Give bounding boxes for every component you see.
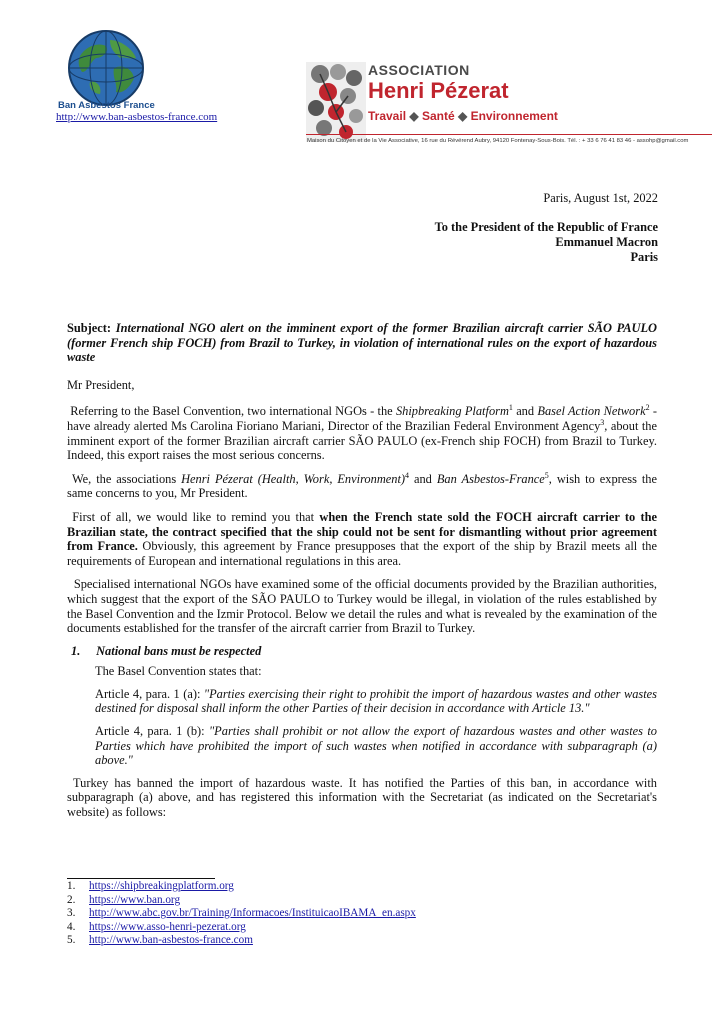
footnote-ref-3[interactable]: 3 (600, 417, 605, 427)
footnote-link-2[interactable]: https://www.ban.org (89, 893, 181, 906)
footnote-item: 2. https://www.ban.org (67, 893, 181, 906)
footnote-link-3[interactable]: http://www.abc.gov.br/Training/Informacoes/InstituicaoIBAMA_en.aspx (89, 907, 416, 919)
bullet-separator-icon: ◆ (457, 109, 468, 123)
footnote-ref-2[interactable]: 2 (645, 403, 650, 413)
footnote-ref-5[interactable]: 5 (544, 470, 549, 480)
footnote-item: 3. http://www.abc.gov.br/Training/Informacoes/InstituicaoIBAMA_en.aspx (67, 907, 416, 919)
ban-asbestos-france-link[interactable]: http://www.ban-asbestos-france.com (56, 111, 218, 123)
paragraph-5: Turkey has banned the import of hazardous waste. It has notified the Parties of this ban, in accordance with subparagraph (a) above, and has registered this information with the Secretariat (as indicated on the Secretariat's website) as follows: (67, 775, 657, 820)
addressee-block (435, 220, 658, 265)
footnote-link-5[interactable]: http://www.ban-asbestos-france.com (89, 934, 253, 946)
section-number: 1. (71, 643, 81, 658)
henri-pezerat-address: Maison du Citoyen et de la Vie Associative, 16 rue du Révérend Aubry, 94120 Fontenay-Sous-Bois. Tél. : + 33 6 76 41 83 46 - assohp@gmail.com (307, 138, 689, 144)
addressee-title: To the President of the Republic of France (434, 220, 658, 234)
association-label: ASSOCIATION (368, 62, 470, 78)
tagline-travail: Travail (368, 109, 407, 123)
footnote-item: 1. https://shipbreakingplatform.org (67, 880, 234, 892)
letter-date: Paris, August 1st, 2022 (543, 191, 658, 205)
header-divider (306, 134, 712, 135)
subject-label: Subject: (67, 321, 112, 335)
tagline-environnement: Environnement (470, 109, 558, 123)
letter-body (67, 321, 657, 820)
section-title: National bans must be respected (96, 643, 262, 658)
footnote-item: 4. https://www.asso-henri-pezerat.org (67, 920, 246, 933)
salutation: Mr President, (67, 377, 135, 392)
paragraph-1: Referring to the Basel Convention, two international NGOs - the Shipbreaking Platform$^1$ and Basel Action Network$^2$ - have already alerted Ms Carolina Fioriano Mariani, Director of the Brazilian Federal Environment Agency$^3$, about the imminent export of the former Brazilian aircraft carrier SÃO PAULO (ex-French ship FOCH) from Brazil to Turkey. Indeed, this export raises the most serious concerns. (67, 403, 657, 463)
bullet-separator-icon: ◆ (409, 109, 419, 123)
article-4b: Article 4, para. 1 (b): "Parties shall prohibit or not allow the export of hazardous wastes and other wastes to Parties which have prohibited the import of such wastes when notified in accordance with subparagraph (a) above." (95, 724, 657, 768)
henri-pezerat-tagline (368, 109, 558, 123)
footnote-link-1[interactable]: https://shipbreakingplatform.org (89, 880, 234, 892)
paragraph-4: Specialised international NGOs have examined some of the official documents provided by the Brazilian authorities, which suggest that the export of the SÃO PAULO to Turkey would be illegal, in violation of the rules established by the Basel Convention and the Izmir Protocol. Below we detail the rules and what is revealed by the examination of the documents established for the transfer of the aircraft carrier from Brazil to Turkey. (67, 577, 657, 636)
addressee-city: Paris (630, 250, 658, 264)
ban-asbestos-france-label: Ban Asbestos France (58, 100, 155, 111)
footnote-ref-1[interactable]: 1 (508, 403, 513, 413)
subject-text: International NGO alert on the imminent export of the former Brazilian aircraft carrier SÃO PAULO (former French ship FOCH) from Brazil to Turkey, in violation of international rules on the export of hazardous waste (67, 321, 657, 365)
tagline-sante: Santé (421, 109, 455, 123)
henri-pezerat-logo (306, 62, 366, 142)
addressee-name: Emmanuel Macron (555, 235, 658, 249)
paragraph-2: We, the associations Henri Pézerat (Health, Work, Environment)$^4$ and Ban Asbestos-France$^5$, wish to express the same concerns to you, Mr President. (67, 470, 657, 501)
ban-asbestos-globe-logo (66, 28, 146, 108)
subject-line (67, 321, 657, 365)
footnotes-list (67, 880, 416, 948)
henri-pezerat-title: Henri Pézerat (368, 78, 509, 103)
footnote-link-4[interactable]: https://www.asso-henri-pezerat.org (89, 920, 246, 933)
section-1-heading (67, 644, 657, 659)
article-4a: Article 4, para. 1 (a): "Parties exercising their right to prohibit the import of hazardous wastes and other wastes destined for disposal shall inform the other Parties of their decision in accordance with Article 13." (95, 686, 657, 716)
section-1-intro: The Basel Convention states that: (95, 664, 262, 679)
footnote-item: 5. http://www.ban-asbestos-france.com (67, 934, 253, 946)
footnote-divider (67, 878, 215, 879)
footnote-ref-4[interactable]: 4 (405, 470, 410, 480)
paragraph-3: First of all, we would like to remind you that when the French state sold the FOCH aircraft carrier to the Brazilian state, the contract specified that the ship could not be sent for dismantling without prior agreement from France. Obviously, this agreement by France presupposes that the export of the ship by Brazil meets all the requirements of European and international regulations in this area. (67, 509, 657, 568)
